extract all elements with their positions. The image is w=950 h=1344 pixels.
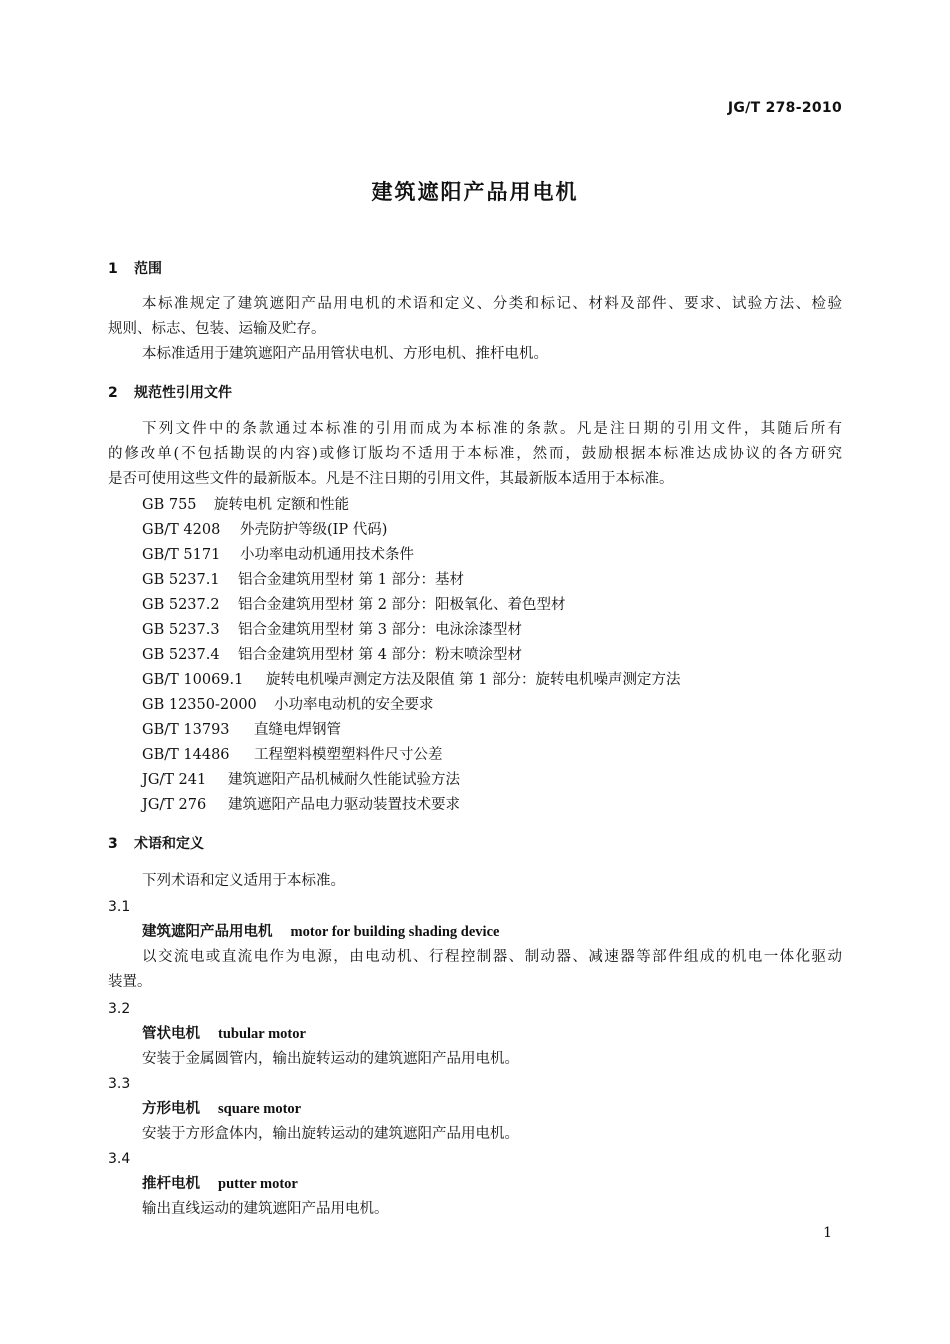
reference-item: [142, 596, 566, 614]
reference-item: [142, 646, 522, 664]
section-number: 3: [108, 836, 118, 852]
reference-code: GB/T 13793: [142, 722, 230, 738]
term-chinese: 方形电机: [142, 1101, 200, 1117]
term-heading: [142, 1025, 306, 1043]
reference-item: [142, 696, 434, 714]
reference-title: 工程塑料模塑塑料件尺寸公差: [254, 747, 443, 763]
term-chinese: 建筑遮阳产品用电机: [142, 924, 273, 940]
reference-title: 外壳防护等级(IP 代码): [240, 522, 388, 538]
paragraph-line: 本标准规定了建筑遮阳产品用电机的术语和定义、分类和标记、材料及部件、要求、试验方法、检验: [142, 296, 842, 312]
term-definition: 装置。: [108, 974, 152, 990]
document-title: 建筑遮阳产品用电机: [371, 180, 579, 204]
reference-item: [142, 546, 414, 564]
section-number: 1: [108, 261, 118, 277]
reference-code: GB 5237.4: [142, 647, 220, 663]
term-english: motor for building shading device: [290, 924, 500, 940]
reference-item: [142, 771, 460, 789]
page-number: 1: [823, 1225, 832, 1241]
term-heading: [142, 1100, 301, 1118]
term-definition: 安装于方形盒体内，输出旋转运动的建筑遮阳产品用电机。: [142, 1126, 519, 1142]
reference-title: 铝合金建筑用型材 第 3 部分：电泳涂漆型材: [238, 622, 523, 638]
section-1-heading: [108, 260, 162, 278]
section-title: 规范性引用文件: [134, 385, 232, 401]
section-2-heading: [108, 384, 232, 402]
section-3-heading: [108, 835, 204, 853]
reference-title: 小功率电动机的安全要求: [274, 697, 434, 713]
reference-title: 铝合金建筑用型材 第 1 部分：基材: [238, 572, 465, 588]
paragraph-line: 的修改单(不包括勘误的内容)或修订版均不适用于本标准，然而，鼓励根据本标准达成协议的各方研究: [108, 446, 842, 462]
reference-code: GB 5237.3: [142, 622, 220, 638]
reference-item: [142, 671, 681, 689]
reference-code: GB 755: [142, 497, 197, 513]
paragraph-line: 是否可使用这些文件的最新版本。凡是不注日期的引用文件，其最新版本适用于本标准。: [108, 471, 674, 487]
term-heading: [142, 923, 499, 941]
term-definition: 以交流电或直流电作为电源，由电动机、行程控制器、制动器、减速器等部件组成的机电一体化驱动: [142, 949, 842, 965]
reference-code: GB/T 4208: [142, 522, 221, 538]
reference-item: [142, 521, 387, 539]
clause-number: 3.1: [108, 899, 131, 915]
reference-code: JG/T 241: [142, 772, 207, 788]
reference-item: [142, 746, 443, 764]
clause-number: 3.3: [108, 1076, 131, 1092]
paragraph-line: 下列文件中的条款通过本标准的引用而成为本标准的条款。凡是注日期的引用文件，其随后所有: [142, 421, 842, 437]
reference-title: 铝合金建筑用型材 第 4 部分：粉末喷涂型材: [238, 647, 523, 663]
reference-code: GB 5237.2: [142, 597, 220, 613]
section-title: 术语和定义: [134, 836, 204, 852]
reference-code: GB 12350-2000: [142, 697, 257, 713]
paragraph-line: 规则、标志、包装、运输及贮存。: [108, 321, 326, 337]
term-english: putter motor: [218, 1176, 298, 1192]
reference-code: JG/T 276: [142, 797, 207, 813]
reference-item: [142, 496, 349, 514]
reference-code: GB/T 10069.1: [142, 672, 244, 688]
reference-title: 旋转电机 定额和性能: [214, 497, 350, 513]
term-english: tubular motor: [218, 1026, 306, 1042]
standard-code: JG/T 278-2010: [727, 100, 842, 116]
term-chinese: 管状电机: [142, 1026, 200, 1042]
section-title: 范围: [134, 261, 162, 277]
paragraph-line: 下列术语和定义适用于本标准。: [142, 873, 345, 889]
clause-number: 3.4: [108, 1151, 131, 1167]
reference-item: [142, 621, 522, 639]
reference-title: 铝合金建筑用型材 第 2 部分：阳极氧化、着色型材: [238, 597, 566, 613]
term-definition: 安装于金属圆管内，输出旋转运动的建筑遮阳产品用电机。: [142, 1051, 519, 1067]
paragraph-line: 本标准适用于建筑遮阳产品用管状电机、方形电机、推杆电机。: [142, 346, 548, 362]
reference-item: [142, 571, 464, 589]
term-heading: [142, 1175, 298, 1193]
term-english: square motor: [218, 1101, 302, 1117]
term-definition: 输出直线运动的建筑遮阳产品用电机。: [142, 1201, 389, 1217]
reference-code: GB 5237.1: [142, 572, 220, 588]
reference-title: 小功率电动机通用技术条件: [240, 547, 414, 563]
reference-code: GB/T 5171: [142, 547, 221, 563]
reference-item: [142, 796, 460, 814]
reference-item: [142, 721, 341, 739]
reference-title: 建筑遮阳产品电力驱动装置技术要求: [228, 797, 460, 813]
reference-title: 建筑遮阳产品机械耐久性能试验方法: [228, 772, 460, 788]
section-number: 2: [108, 385, 118, 401]
reference-title: 直缝电焊钢管: [254, 722, 341, 738]
reference-title: 旋转电机噪声测定方法及限值 第 1 部分：旋转电机噪声测定方法: [266, 672, 681, 688]
clause-number: 3.2: [108, 1001, 131, 1017]
term-chinese: 推杆电机: [142, 1176, 200, 1192]
reference-code: GB/T 14486: [142, 747, 230, 763]
